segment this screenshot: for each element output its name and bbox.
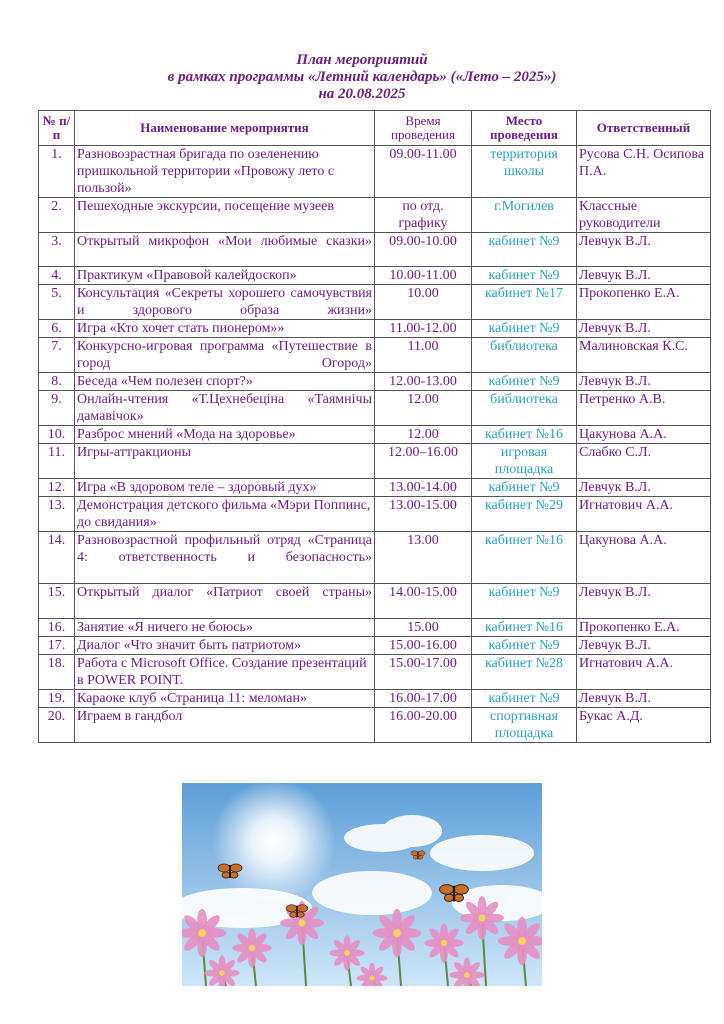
event-name: Демонстрация детского фильма «Мэри Поппинс, до свидания» — [75, 497, 375, 532]
event-place: кабинет №16 — [472, 532, 577, 584]
event-time: 13.00-15.00 — [375, 497, 472, 532]
event-responsible: Цакунова А.А. — [577, 532, 711, 584]
event-time: 15.00 — [375, 619, 472, 637]
row-number: 18. — [39, 655, 75, 690]
event-name: Разновозрастная бригада по озеленению пришкольной территории «Провожу лето с пользой» — [75, 146, 375, 198]
row-number: 20. — [39, 708, 75, 743]
event-name: Игра «Кто хочет стать пионером»» — [75, 320, 375, 338]
event-time: 16.00-17.00 — [375, 690, 472, 708]
table-row — [39, 637, 711, 655]
row-number: 19. — [39, 690, 75, 708]
table-row — [39, 391, 711, 426]
title-line-2: в рамках программы «Летний календарь» («Лето – 2025») — [167, 69, 557, 85]
row-number: 12. — [39, 479, 75, 497]
row-number: 9. — [39, 391, 75, 426]
table-row — [39, 655, 711, 690]
row-number: 17. — [39, 637, 75, 655]
event-place: кабинет №9 — [472, 373, 577, 391]
table-row — [39, 267, 711, 285]
header-place: Место проведения — [472, 111, 577, 146]
event-place: кабинет №9 — [472, 690, 577, 708]
event-time: 12.00-13.00 — [375, 373, 472, 391]
flower-icon — [424, 923, 464, 963]
event-time: 09.00-10.00 — [375, 233, 472, 267]
event-name: Беседа «Чем полезен спорт?» — [75, 373, 375, 391]
row-number: 2. — [39, 198, 75, 233]
table-row — [39, 198, 711, 233]
flower-icon — [373, 909, 421, 957]
table-row — [39, 497, 711, 532]
event-name: Консультация «Секреты хорошего самочувствия и здорового образа жизни» — [75, 285, 375, 320]
event-place: кабинет №9 — [472, 320, 577, 338]
event-responsible: Малиновская К.С. — [577, 338, 711, 373]
event-place: библиотека — [472, 391, 577, 426]
event-place: кабинет №9 — [472, 267, 577, 285]
event-time: 10.00-11.00 — [375, 267, 472, 285]
table-row — [39, 690, 711, 708]
title-line-1: План мероприятий — [296, 52, 428, 68]
event-name: Практикум «Правовой калейдоскоп» — [75, 267, 375, 285]
title-line-3: на 20.08.2025 — [318, 86, 406, 102]
table-row — [39, 320, 711, 338]
row-number: 8. — [39, 373, 75, 391]
event-place: кабинет №9 — [472, 637, 577, 655]
table-row — [39, 584, 711, 619]
row-number: 11. — [39, 444, 75, 479]
event-name: Игра «В здоровом теле – здоровый дух» — [75, 479, 375, 497]
table-row — [39, 373, 711, 391]
event-name: Онлайн-чтения «Т.Цехнебецiна «Таямнiчы дамавiчок» — [75, 391, 375, 426]
table-header-row — [39, 111, 711, 146]
event-name: Занятие «Я ничего не боюсь» — [75, 619, 375, 637]
event-responsible: Левчук В.Л. — [577, 637, 711, 655]
row-number: 5. — [39, 285, 75, 320]
event-name: Диалог «Что значит быть патриотом» — [75, 637, 375, 655]
event-place: территория школы — [472, 146, 577, 198]
event-time: 12.00–16.00 — [375, 444, 472, 479]
event-responsible: Левчук В.Л. — [577, 267, 711, 285]
event-name: Разновозрастной профильный отряд «Страница 4: ответственность и безопасность» — [75, 532, 375, 584]
event-place: игровая площадка — [472, 444, 577, 479]
event-place: кабинет №9 — [472, 233, 577, 267]
event-responsible: Игнатович А.А. — [577, 655, 711, 690]
events-table — [38, 110, 711, 743]
event-responsible: Прокопенко Е.А. — [577, 285, 711, 320]
event-place: кабинет №29 — [472, 497, 577, 532]
row-number: 6. — [39, 320, 75, 338]
table-row — [39, 285, 711, 320]
event-place: кабинет №17 — [472, 285, 577, 320]
event-place: библиотека — [472, 338, 577, 373]
table-row — [39, 479, 711, 497]
table-body — [39, 146, 711, 743]
summer-flowers-photo — [182, 783, 542, 986]
event-name: Пешеходные экскурсии, посещение музеев — [75, 198, 375, 233]
row-number: 3. — [39, 233, 75, 267]
flower-icon — [232, 928, 272, 968]
event-name: Караоке клуб «Страница 11: меломан» — [75, 690, 375, 708]
header-time: Время проведения — [375, 111, 472, 146]
event-responsible: Левчук В.Л. — [577, 373, 711, 391]
table-row — [39, 426, 711, 444]
flower-icon — [460, 896, 504, 940]
event-responsible: Слабко С.Л. — [577, 444, 711, 479]
flower-icon — [329, 935, 364, 970]
event-time: 09.00-11.00 — [375, 146, 472, 198]
event-responsible: Букас А.Д. — [577, 708, 711, 743]
event-name: Открытый диалог «Патриот своей страны» — [75, 584, 375, 619]
event-name: Открытый микрофон «Мои любимые сказки» — [75, 233, 375, 267]
event-time: 12.00 — [375, 391, 472, 426]
event-name: Разброс мнений «Мода на здоровье» — [75, 426, 375, 444]
event-responsible: Левчук В.Л. — [577, 233, 711, 267]
header-resp: Ответственный — [577, 111, 711, 146]
event-responsible: Русова С.Н. Осипова П.А. — [577, 146, 711, 198]
event-place: спортивная площадка — [472, 708, 577, 743]
row-number: 10. — [39, 426, 75, 444]
table-row — [39, 233, 711, 267]
event-place: кабинет №28 — [472, 655, 577, 690]
page-title — [0, 52, 724, 103]
event-time: 12.00 — [375, 426, 472, 444]
event-responsible: Цакунова А.А. — [577, 426, 711, 444]
row-number: 13. — [39, 497, 75, 532]
event-responsible: Прокопенко Е.А. — [577, 619, 711, 637]
flowers-sky-illustration — [182, 783, 542, 986]
event-time: 16.00-20.00 — [375, 708, 472, 743]
row-number: 15. — [39, 584, 75, 619]
table-row — [39, 708, 711, 743]
event-place: г.Могилев — [472, 198, 577, 233]
event-time: 14.00-15.00 — [375, 584, 472, 619]
event-responsible: Левчук В.Л. — [577, 690, 711, 708]
table-row — [39, 146, 711, 198]
event-time: 11.00-12.00 — [375, 320, 472, 338]
event-place: кабинет №16 — [472, 619, 577, 637]
event-time: 11.00 — [375, 338, 472, 373]
event-time: 10.00 — [375, 285, 472, 320]
event-time: по отд. графику — [375, 198, 472, 233]
event-time: 13.00 — [375, 532, 472, 584]
event-place: кабинет №9 — [472, 479, 577, 497]
event-place: кабинет №16 — [472, 426, 577, 444]
event-responsible: Левчук В.Л. — [577, 584, 711, 619]
row-number: 7. — [39, 338, 75, 373]
table-row — [39, 532, 711, 584]
table-row — [39, 619, 711, 637]
event-name: Игры-аттракционы — [75, 444, 375, 479]
header-name: Наименование мероприятия — [75, 111, 375, 146]
row-number: 4. — [39, 267, 75, 285]
row-number: 16. — [39, 619, 75, 637]
event-time: 15.00-17.00 — [375, 655, 472, 690]
event-name: Работа с Microsoft Office. Создание презентаций в POWER POINT. — [75, 655, 375, 690]
event-name: Конкурсно-игровая программа «Путешествие в город Огород» — [75, 338, 375, 373]
event-responsible: Петренко А.В. — [577, 391, 711, 426]
event-time: 13.00-14.00 — [375, 479, 472, 497]
row-number: 14. — [39, 532, 75, 584]
table-row — [39, 444, 711, 479]
event-time: 15.00-16.00 — [375, 637, 472, 655]
event-name: Играем в гандбол — [75, 708, 375, 743]
event-responsible: Классные руководители — [577, 198, 711, 233]
event-place: кабинет №9 — [472, 584, 577, 619]
table-row — [39, 338, 711, 373]
header-num: № п/п — [39, 111, 75, 146]
row-number: 1. — [39, 146, 75, 198]
event-responsible: Игнатович А.А. — [577, 497, 711, 532]
event-responsible: Левчук В.Л. — [577, 320, 711, 338]
event-responsible: Левчук В.Л. — [577, 479, 711, 497]
